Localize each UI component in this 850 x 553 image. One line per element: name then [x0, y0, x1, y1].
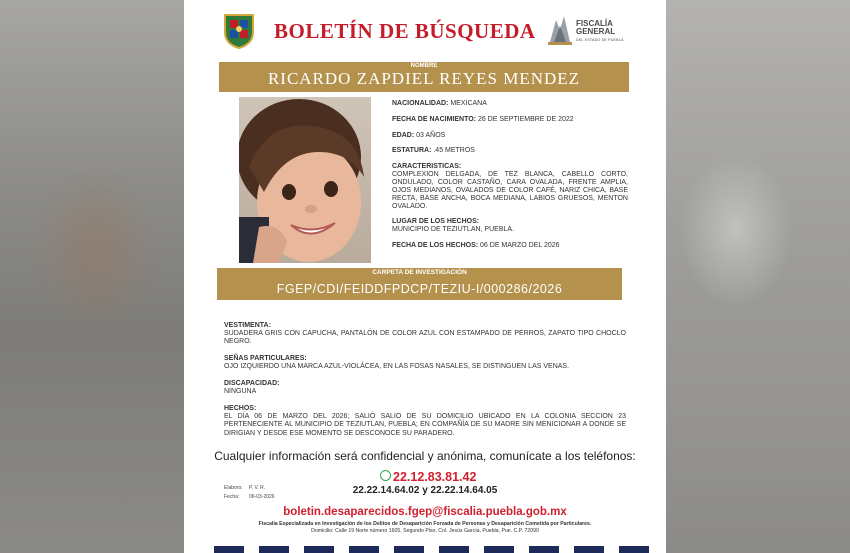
height-value: .45 METROS	[433, 147, 475, 154]
nationality-row	[392, 100, 628, 108]
place-label: LUGAR DE LOS HECHOS:	[392, 218, 480, 225]
case-file-banner	[217, 268, 622, 300]
case-file-label: CARPETA DE INVESTIGACIÓN	[372, 269, 467, 276]
name-banner	[219, 62, 629, 92]
marks-value: OJO IZQUIERDO UNA MARCA AZUL-VIOLÁCEA, EN LAS FOSAS NASALES, SE DISTINGUEN LAS VENAS.	[224, 363, 570, 371]
disability-label: DISCAPACIDAD:	[224, 380, 280, 387]
nationality-label: NACIONALIDAD:	[392, 100, 449, 107]
prepared-by-label: Elaboro:	[224, 485, 243, 491]
facts-value: EL DÍA 06 DE MARZO DEL 2026; SALIÓ SALIO DE SU DOMICILIO UBICADO EN LA COLONIA SECCION 23 PERTENECIENTE AL MUNICIPIO DE TEZIUTLAN, PUEBLA; EN COMPAÑÍA DE SU MADRE SIN MENICIONAR A DONDE SE DIRIGIAN Y DESDE ESE MOMENTO SE DESCONOCE SU PARADERO.	[224, 413, 626, 437]
disability-section	[224, 380, 626, 396]
characteristics-label: CARACTERISTICAS:	[392, 163, 462, 170]
case-file-number: FGEP/CDI/FEIDDFPDCP/TEZIU-I/000286/2026	[276, 282, 563, 296]
missing-person-name: RICARDO ZAPDIEL REYES MENDEZ	[267, 69, 581, 88]
puebla-seal-icon	[222, 12, 256, 50]
blurred-background-left	[0, 0, 184, 553]
whatsapp-icon	[380, 470, 391, 481]
fiscalia-logo-text	[576, 20, 624, 44]
age-label: EDAD:	[392, 132, 415, 139]
footer-office: Fiscalía Especializada en Investigación de los Delitos de Desaparición Forzada de Personas y Desaparición Cometida por Particulares.	[258, 521, 592, 527]
facts-label: HECHOS:	[224, 405, 257, 412]
blurred-background-right	[666, 0, 850, 553]
characteristics-block	[392, 163, 628, 211]
other-phones: 22.22.14.64.02 y 22.22.14.64.05	[352, 485, 498, 496]
age-value: 03 AÑOS	[416, 132, 446, 139]
clothing-section	[224, 322, 626, 347]
characteristics-value: COMPLEXION DELGADA, DE TEZ BLANCA, CABELLO CORTO, ONDULADO, COLOR CASTAÑO, CARA OVALADA, FRENTE AMPLIA, OJOS MEDIANOS, OVALADOS DE COLOR CAFÉ, NARIZ CHICA, BASE RECTA, BASE ANCHA, BOCA MEDIANA, LABIOS GRUESOS, MENTON OVALADO.	[392, 171, 628, 210]
prepared-by-block	[224, 484, 275, 502]
whatsapp-phone-number: 22.12.83.81.42	[393, 470, 477, 484]
prepared-by-value: P. V. R.	[249, 485, 266, 491]
event-date-label: FECHA DE LOS HECHOS:	[392, 242, 479, 249]
contact-email: boletin.desaparecidos.fgep@fiscalia.puebla.gob.mx	[283, 506, 567, 518]
fge-line-3: DEL ESTADO DE PUEBLA	[576, 38, 624, 42]
fge-line-2: GENERAL	[576, 27, 616, 36]
place-value: MUNICIPIO DE TEZIUTLAN, PUEBLA.	[392, 226, 515, 233]
clothing-value: SUDADERA GRIS CON CAPUCHA, PANTALÓN DE COLOR AZUL CON ESTAMPADO DE PERROS, ZAPATO TIPO CHOCLO NEGRO.	[224, 330, 626, 346]
place-block	[392, 218, 628, 234]
fge-line-1: FISCALÍA	[576, 19, 613, 28]
date-value: 06-03-2026	[249, 494, 275, 500]
missing-person-photo	[239, 97, 371, 263]
bulletin-title: BOLETÍN DE BÚSQUEDA	[274, 19, 536, 43]
birthdate-value: 26 DE SEPTIEMBRE DE 2022	[477, 116, 574, 123]
search-bulletin	[184, 0, 666, 553]
footer-address: Domicilio: Calle 19 Norte número 1605, Segundo Piso, Col. Jesús García, Puebla, Pue. C.P. 72090	[311, 528, 539, 534]
decorative-band	[184, 541, 666, 553]
fiscalia-logo-icon	[546, 12, 574, 48]
event-date-value: 06 DE MARZO DEL 2026	[480, 242, 560, 249]
clothing-label: VESTIMENTA:	[224, 322, 271, 329]
disability-value: NINGUNA	[224, 388, 257, 396]
height-label: ESTATURA:	[392, 147, 432, 154]
date-label: Fecha:	[224, 494, 240, 500]
age-row	[392, 132, 628, 140]
event-date-row	[392, 242, 628, 250]
facts-section	[224, 405, 626, 438]
marks-label: SEÑAS PARTICULARES:	[224, 355, 307, 362]
fiscalia-logo	[546, 12, 646, 52]
birthdate-row	[392, 116, 628, 124]
birthdate-label: FECHA DE NACIMIENTO:	[392, 116, 476, 123]
contact-call-to-action: Cualquier información será confidencial y anónima, comunícate a los teléfonos:	[214, 449, 636, 463]
name-label: NOMBRE	[410, 63, 438, 69]
whatsapp-phone	[380, 470, 476, 484]
height-row	[392, 147, 628, 155]
nationality-value: MEXICANA	[450, 100, 487, 107]
marks-section	[224, 355, 626, 371]
